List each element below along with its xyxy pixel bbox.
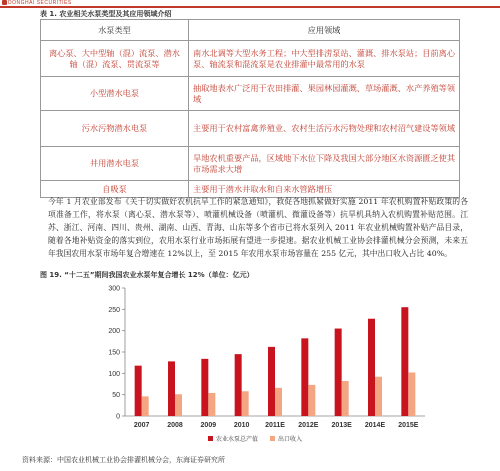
table-cell-usage: 抽取地表水广泛用于农田排灌、果园林园灌溉、草场灌溉、水产养殖等领域 [189, 77, 460, 111]
logo-icon [2, 0, 7, 5]
table-header-row [41, 20, 460, 41]
bar-export-revenue [275, 388, 282, 416]
header-divider [0, 6, 500, 8]
table-row [41, 181, 460, 198]
table-cell-type: 自吸泵 [41, 181, 189, 198]
x-tick-label: 2015E [398, 422, 419, 429]
bar-total-output [168, 361, 175, 416]
x-tick-label: 2010 [233, 422, 250, 429]
table-row [41, 111, 460, 147]
y-tick-label: 150 [108, 349, 120, 357]
table-row [41, 77, 460, 111]
table-header-type: 水泵类型 [41, 20, 189, 41]
legend-label: 农业水泵总产值 [216, 436, 259, 443]
table-caption: 表 1. 农业相关水泵类型及其应用领域介绍 [40, 10, 172, 18]
chart-caption: 图 19. “十二五”期间我国农业水泵年复合增长 12%（单位：亿元） [40, 271, 254, 279]
table-header-usage: 应用领域 [189, 20, 460, 41]
bar-total-output [368, 319, 375, 416]
pump-type-table [40, 19, 460, 198]
x-tick-label: 2011E [265, 422, 285, 429]
bar-total-output [201, 359, 208, 416]
x-tick-label: 2013E [331, 422, 352, 429]
bar-total-output [235, 354, 242, 416]
bar-export-revenue [208, 393, 215, 416]
y-tick-label: 50 [112, 392, 120, 400]
y-tick-label: 0 [116, 413, 120, 421]
y-tick-label: 100 [108, 370, 120, 378]
table-cell-usage: 主要用于农村富禽养殖业、农村生活污水污物处理和农村沼气建设等领域 [189, 111, 460, 147]
x-tick-label: 2008 [167, 422, 183, 429]
table-cell-usage: 南水北调等大型水务工程；中大型排涝泵站、灌溉、排水泵站；目前离心泵、轴流泵和混流泵是农业排灌中最常用的水泵 [189, 41, 460, 77]
x-tick-label: 2014E [364, 422, 386, 429]
bar-total-output [335, 329, 342, 416]
bar-export-revenue [375, 377, 382, 416]
x-tick-label: 2007 [133, 422, 150, 429]
y-tick-label: 200 [108, 328, 120, 336]
y-tick-label: 300 [108, 285, 120, 293]
bar-export-revenue [142, 396, 149, 416]
y-tick-label: 250 [108, 306, 120, 314]
table-cell-usage: 主要用于潜水井取水和自来水管路增压 [189, 181, 460, 198]
table-cell-type: 小型潜水电泵 [41, 77, 189, 111]
bar-total-output [401, 307, 408, 416]
bar-export-revenue [308, 385, 315, 416]
bar-export-revenue [175, 394, 182, 416]
bar-export-revenue [408, 372, 415, 416]
table-cell-usage: 旱地农机重要产品，区域地下水位下降及我国大部分地区水资源匮乏使其市场需求大增 [189, 147, 460, 181]
legend-label: 出口收入 [278, 436, 303, 443]
legend-swatch [208, 436, 213, 441]
logo-text: DONGHAI SECURITIES [8, 0, 72, 6]
bar-total-output [135, 366, 142, 416]
table-row [41, 41, 460, 77]
table-cell-type: 污水污物潜水电泵 [41, 111, 189, 147]
bar-chart [40, 280, 460, 450]
table-row [41, 147, 460, 181]
legend-swatch [270, 436, 275, 441]
table-cell-type: 井用潜水电泵 [41, 147, 189, 181]
x-tick-label: 2012E [298, 422, 319, 429]
x-tick-label: 2009 [200, 422, 217, 429]
body-paragraph: 今年 1 月农业部发布《关于切实做好农机抗旱工作的紧急通知》，救促各地抓紧做好实施 2011 年农机购置补贴政策的各项准备工作，将水泵（离心泵、潜水泵等）、喷灌机械设备（喷灌机、微灌设备等）抗旱机具纳入农机购置补贴范围。江苏、浙江、河南、四川、贵州、湖南、山西、青海、山东等多个省市已将水泵列入 2011 年农业机械购置补贴产品目录，随着各地补贴资金的落实到位，农用水泵行业市场拓展有望进一步提速。据农业机械工业协会排灌机械分会预测，未来五年我国农用水泵市场年复合增速在 12%以上，至 2015 年农用水泵市场容量在 255 亿元，其中出口收入占比 40%。 [48, 197, 468, 258]
bar-total-output [268, 347, 275, 416]
bar-export-revenue [342, 381, 349, 416]
bar-export-revenue [242, 391, 249, 416]
bar-total-output [301, 338, 308, 416]
table-cell-type: 离心泵、大中型轴（混）流泵、潜水轴（混）流泵、贯流泵等 [41, 41, 189, 77]
source-note: 资料来源：中国农业机械工业协会排灌机械分会，东海证券研究所 [22, 456, 225, 464]
